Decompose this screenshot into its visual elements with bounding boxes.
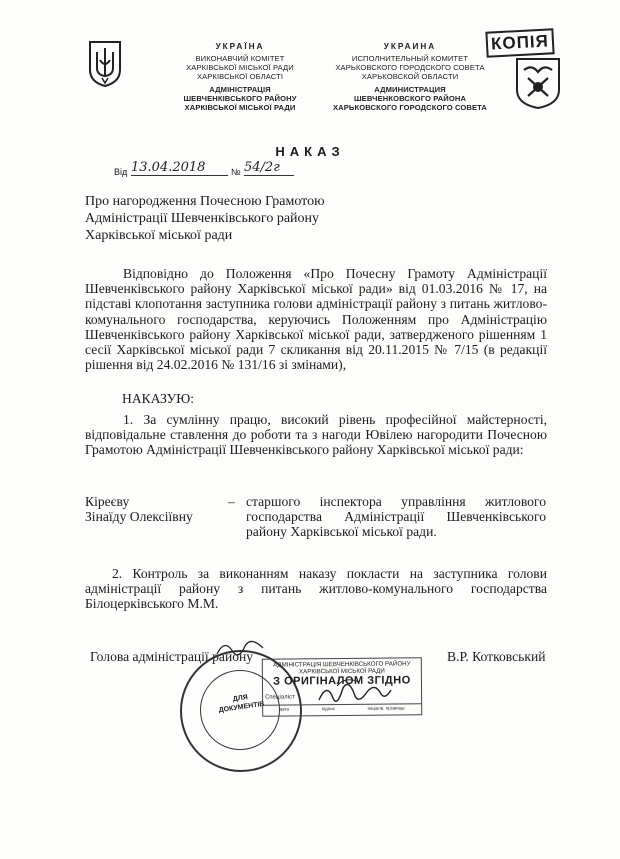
preamble-paragraph: Відповідно до Положення «Про Почесну Грамоту Адміністрації Шевченківського району Харківської міської ради» від 01.03.2016 № 17, на підставі клопотання заступника голови адміністрації району з питань житлово-комунального господарства, керуючись Положенням про Адміністрацію Шевченківського району Харківської міської ради, затвердженого рішенням 1 сесії Харківської міської ради 7 скликання від 20.11.2015 № 7/15 (в редакції рішення від 24.02.2016 № 131/16 зі змінами), [85,266,547,373]
awardee-name [85,494,225,524]
order-number: 54/2г [244,160,294,176]
copy-footer-label: ініціали, прізвище [367,705,405,711]
committee-line: ХАРКІВСЬКОЇ ОБЛАСТІ [196,72,284,81]
order-subject [85,193,385,244]
copy-footer-label: дата [279,706,290,712]
committee-line: ХАРЬКОВСКОГО ГОРОДСКОГО СОВЕТА [335,63,485,72]
administration-line: ХАРЬКОВСКОГО ГОРОДСКОГО СОВЕТА [333,103,487,112]
copy-stamp-header: АДМІНІСТРАЦІЯ ШЕВЧЕНКІВСЬКОГО РАЙОНУ [273,660,411,669]
committee-line: ХАРКІВСЬКОЇ МІСЬКОЇ РАДИ [186,63,294,72]
copy-stamp: КОПІЯ [485,28,554,58]
signature-scribble [215,636,265,660]
subject-line: Про нагородження Почесною Грамотою [85,194,325,209]
copy-stamp-specialist: Спеціаліст [265,694,295,701]
awardee-surname: Кіреєву [85,494,130,509]
copy-footer-label: підпис [321,706,335,712]
order-title: НАКАЗ [275,144,345,159]
coat-of-arms-icon [88,40,122,88]
kharkiv-emblem-icon [514,56,562,110]
order-item-1: 1. За сумлінну працю, високий рівень професійної майстерності, відповідальне ставлення до роботи та з нагоди Ювілею нагородити Почесною Грамотою Адміністрації Шевченківського району Харківської міської ради: [85,412,547,458]
subject-line: Харківської міської ради [85,228,233,243]
committee-line: ИСПОЛНИТЕЛЬНЫЙ КОМИТЕТ [351,54,469,63]
order-item-2: 2. Контроль за виконанням наказу покласти на заступника голови адміністрації району з питань житлово-комунального господарства Білоцерківського М.М. [85,566,547,612]
administration-line: ШЕВЧЕНКІВСЬКОГО РАЙОНУ [183,94,297,103]
administration-line: АДМИНИСТРАЦИЯ [374,85,446,94]
header-left [155,42,325,112]
order-date-line [114,162,304,180]
committee-line: ВИКОНАВЧИЙ КОМІТЕТ [195,54,285,63]
number-prefix: № [231,167,241,177]
committee-line: ХАРЬКОВСКОЙ ОБЛАСТИ [361,72,459,81]
administration-line: ХАРКІВСЬКОЇ МІСЬКОЇ РАДИ [184,103,296,112]
order-word: НАКАЗУЮ: [122,391,195,406]
subject-line: Адміністрації Шевченківського району [85,211,320,226]
handwritten-signature [315,674,395,710]
awardee-given-name: Зінаїду Олексіївну [85,509,193,525]
header-right [320,42,500,112]
copy-stamp-main: З ОРИГІНАЛОМ ЗГІДНО [273,674,411,688]
copy-stamp-header: ХАРКІВСЬКОЇ МІСЬКОЇ РАДИ [298,667,385,676]
seal-text-line: ДОКУМЕНТІВ [218,700,265,715]
signatory-name: В.Р. Котковський [447,649,546,664]
administration-line: ШЕВЧЕНКОВСКОГО РАЙОНА [353,94,467,103]
administration-line: АДМІНІСТРАЦІЯ [209,85,271,94]
country-ua: УКРАЇНА [215,42,265,51]
awardee-dash: – [228,494,235,509]
signatory-role: Голова адміністрації району [90,649,254,664]
awardee-position: старшого інспектора управління житлового господарства Адміністрації Шевченківського району Харківської міської ради. [246,494,546,540]
order-date: 13.04.2018 [131,160,228,176]
seal-text-line: ДЛЯ [232,694,249,704]
country-ru: УКРАИНА [383,42,437,51]
date-prefix: Від [114,167,128,177]
